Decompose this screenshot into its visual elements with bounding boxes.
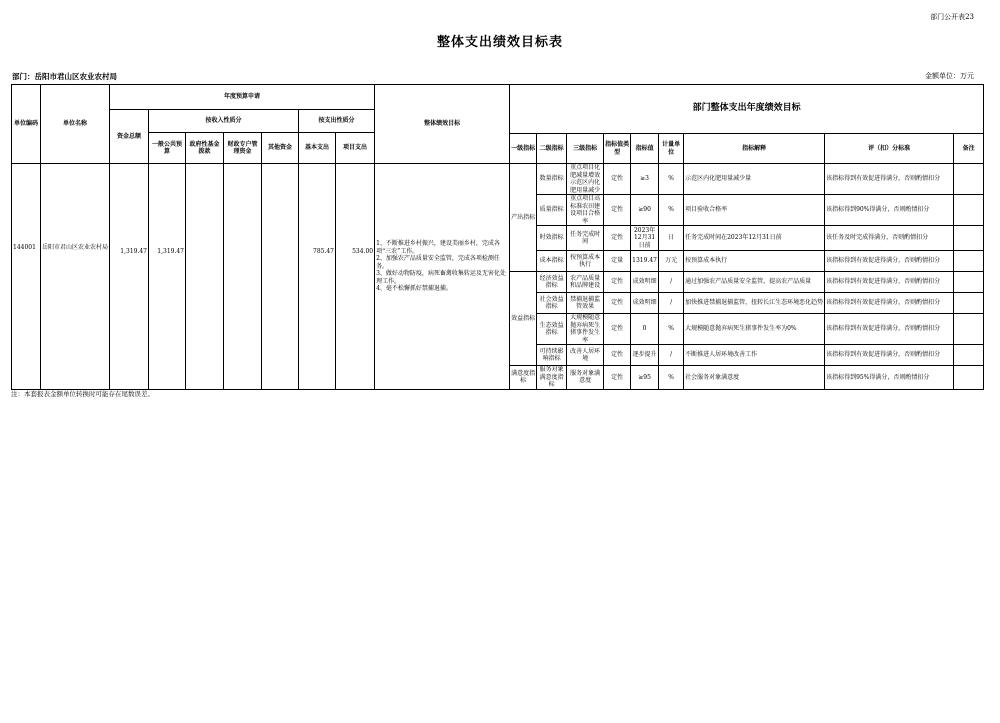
- value-type-cell: 定性: [604, 272, 631, 293]
- header-scoring: 评（扣）分标准: [825, 134, 954, 164]
- level2-cell: 经济效益指标: [537, 272, 567, 293]
- header-by-expense: 按支出性质分: [299, 110, 375, 133]
- explanation-cell: 不断推进人居环境改善工作: [684, 345, 825, 366]
- value-type-cell: 定性: [604, 314, 631, 345]
- total-funds-cell: 1,319.47: [110, 164, 149, 390]
- form-number: 部门公开表23: [930, 13, 974, 21]
- remark-cell: [954, 195, 984, 226]
- goal-line: 4、毫不松懈抓好禁捕退捕。: [376, 285, 452, 292]
- goal-line: 3、做好动物防疫，病死畜禽收集转运及无害化处理工作。: [376, 270, 506, 285]
- level3-cell: 禁捕退捕监管效果: [567, 293, 604, 314]
- unit-cell: 万元: [659, 251, 684, 272]
- remark-cell: [954, 366, 984, 390]
- explanation-cell: 通过加强农产品质量安全监管，提高农产品质量: [684, 272, 825, 293]
- level3-cell: 农产品质量和品牌建设: [567, 272, 604, 293]
- scoring-cell: 该指标得到有效促进得满分，否则酌情扣分: [825, 251, 954, 272]
- level3-cell: 重点项目高标准农田建设项目合格率: [567, 195, 604, 226]
- level2-cell: 生态效益指标: [537, 314, 567, 345]
- project-expense-cell: 534.00: [336, 164, 375, 390]
- scoring-cell: 该指标得到有效促进得满分，否则酌情扣分: [825, 164, 954, 195]
- remark-cell: [954, 314, 984, 345]
- level3-cell: 服务对象满意度: [567, 366, 604, 390]
- amount-unit-label: 金额单位：万元: [925, 72, 974, 80]
- level3-cell: 改善人居环境: [567, 345, 604, 366]
- value-type-cell: 定性: [604, 226, 631, 251]
- value-cell: ≥95: [631, 366, 659, 390]
- remark-cell: [954, 226, 984, 251]
- value-cell: 0: [631, 314, 659, 345]
- special-fund-cell: [224, 164, 262, 390]
- level2-cell: 服务对象满意度指标: [537, 366, 567, 390]
- header-unit: 计量单位: [659, 134, 684, 164]
- header-remark: 备注: [954, 134, 984, 164]
- footnote: 注：本套报表金额单位转换时可能存在尾数误差。: [11, 390, 154, 398]
- table-row: [12, 164, 984, 195]
- value-type-cell: 定性: [604, 195, 631, 226]
- scoring-cell: 该任务及时完成得满分，否则酌情扣分: [825, 226, 954, 251]
- header-by-income: 按收入性质分: [149, 110, 299, 133]
- remark-cell: [954, 164, 984, 195]
- header-row-1: [12, 85, 984, 110]
- unit-cell: %: [659, 195, 684, 226]
- value-cell: 1319.47: [631, 251, 659, 272]
- explanation-cell: 任务完成时间在2023年12月31日前: [684, 226, 825, 251]
- header-explanation: 指标解释: [684, 134, 825, 164]
- value-type-cell: 定性: [604, 345, 631, 366]
- scoring-cell: 该指标得到95%得满分，否则酌情扣分: [825, 366, 954, 390]
- scoring-cell: 该指标得到有效促进得满分，否则酌情扣分: [825, 272, 954, 293]
- unit-cell: %: [659, 366, 684, 390]
- value-cell: 成效明细: [631, 272, 659, 293]
- level1-cell: 产出指标: [510, 164, 537, 272]
- scoring-cell: 该指标得到有效促进得满分，否则酌情扣分: [825, 293, 954, 314]
- level2-cell: 社会效益指标: [537, 293, 567, 314]
- header-project-expense: 项目支出: [336, 133, 375, 164]
- value-cell: ≥3: [631, 164, 659, 195]
- level2-cell: 质量指标: [537, 195, 567, 226]
- goal-line: 1、不断推进乡村振兴，建设美丽乡村，完成各项“三农”工作。: [376, 240, 500, 255]
- unit-name-cell: 岳阳市君山区农业农村局: [41, 164, 110, 390]
- explanation-cell: 示范区内化肥用量减少量: [684, 164, 825, 195]
- value-type-cell: 定性: [604, 293, 631, 314]
- level3-cell: 大规模随意抛弃病死生猪事件发生率: [567, 314, 604, 345]
- value-cell: 2023年12月31日前: [631, 226, 659, 251]
- unit-code-cell: 144001: [12, 164, 41, 390]
- value-type-cell: 定性: [604, 164, 631, 195]
- header-level3: 三级指标: [567, 134, 604, 164]
- value-type-cell: 定量: [604, 251, 631, 272]
- level3-cell: 按预算成本执行: [567, 251, 604, 272]
- unit-cell: %: [659, 164, 684, 195]
- remark-cell: [954, 345, 984, 366]
- scoring-cell: 该指标得到90%得满分，否则酌情扣分: [825, 195, 954, 226]
- explanation-cell: 按预算成本执行: [684, 251, 825, 272]
- level2-cell: 可持续影响指标: [537, 345, 567, 366]
- page-title: 整体支出绩效目标表: [436, 35, 563, 50]
- header-dept-goals: 部门整体支出年度绩效目标: [510, 85, 984, 134]
- header-unit-code: 单位编码: [12, 85, 41, 164]
- header-value: 指标值: [631, 134, 659, 164]
- performance-goal-table: [11, 84, 984, 390]
- explanation-cell: 大规模随意抛弃病死生猪事件发生率为0%: [684, 314, 825, 345]
- value-type-cell: 定性: [604, 366, 631, 390]
- header-overall-goal: 整体绩效目标: [375, 85, 510, 164]
- unit-cell: /: [659, 345, 684, 366]
- unit-cell: %: [659, 314, 684, 345]
- basic-expense-cell: 785.47: [299, 164, 336, 390]
- explanation-cell: 项目验收合格率: [684, 195, 825, 226]
- scoring-cell: 该指标得到有效促进得满分，否则酌情扣分: [825, 314, 954, 345]
- header-value-type: 指标值类型: [604, 134, 631, 164]
- level1-cell: 满意度指标: [510, 366, 537, 390]
- header-annual-budget: 年度预算申请: [110, 85, 375, 110]
- header-total-funds: 资金总额: [110, 110, 149, 164]
- general-public-cell: 1,319.47: [149, 164, 186, 390]
- remark-cell: [954, 272, 984, 293]
- level3-cell: 重点项目化肥减量增效示范区内化肥用量减少: [567, 164, 604, 195]
- remark-cell: [954, 293, 984, 314]
- value-cell: 逐步提升: [631, 345, 659, 366]
- value-cell: 成效明细: [631, 293, 659, 314]
- header-other-fund: 其他资金: [262, 133, 299, 164]
- header-special-fund: 财政专户管理资金: [224, 133, 262, 164]
- value-cell: ≥90: [631, 195, 659, 226]
- department-label: 部门：岳阳市君山区农业农村局: [12, 72, 117, 81]
- goal-line: 2、加强农产品质量安全监管，完成各项检测任务。: [376, 255, 500, 270]
- level1-cell: 效益指标: [510, 272, 537, 366]
- explanation-cell: 加快推进禁捕退捕监管，扭转长江生态环境恶化趋势: [684, 293, 825, 314]
- header-general-public: 一般公共预算: [149, 133, 186, 164]
- header-level2: 二级指标: [537, 134, 567, 164]
- header-unit-name: 单位名称: [41, 85, 110, 164]
- level2-cell: 成本指标: [537, 251, 567, 272]
- unit-cell: /: [659, 293, 684, 314]
- remark-cell: [954, 251, 984, 272]
- level3-cell: 任务完成时间: [567, 226, 604, 251]
- gov-fund-cell: [186, 164, 224, 390]
- header-level1: 一级指标: [510, 134, 537, 164]
- overall-goal-cell: [375, 164, 510, 390]
- header-gov-fund: 政府性基金拨款: [186, 133, 224, 164]
- header-basic-expense: 基本支出: [299, 133, 336, 164]
- scoring-cell: 该指标得到有效促进得满分，否则酌情扣分: [825, 345, 954, 366]
- level2-cell: 数量指标: [537, 164, 567, 195]
- explanation-cell: 社会服务对象满意度: [684, 366, 825, 390]
- level2-cell: 时效指标: [537, 226, 567, 251]
- unit-cell: 日: [659, 226, 684, 251]
- other-fund-cell: [262, 164, 299, 390]
- unit-cell: /: [659, 272, 684, 293]
